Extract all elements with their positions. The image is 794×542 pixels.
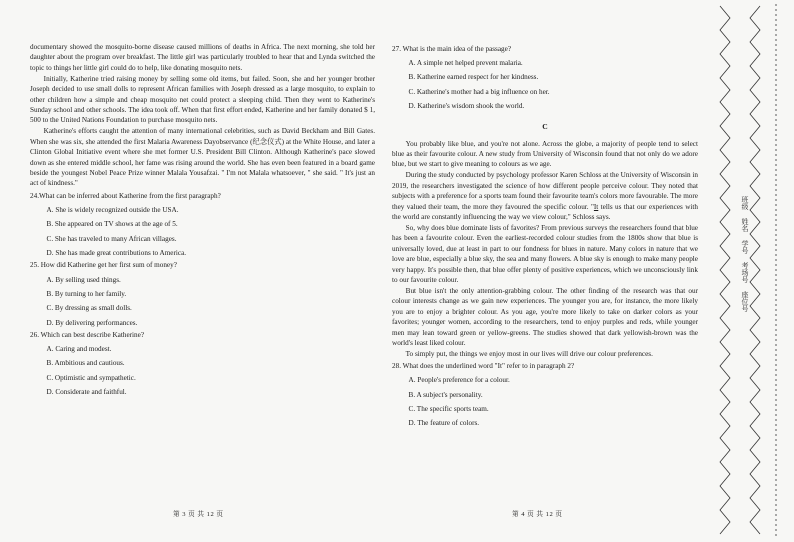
question-24 [30, 191, 375, 259]
answer-option: A. People's preference for a colour. [408, 376, 510, 385]
question-stem: 28. What does the underlined word "It" refer to in paragraph 2? [392, 362, 575, 371]
answer-option: D. Katherine's wisdom shook the world. [408, 102, 525, 111]
answer-option: B. By turning to her family. [46, 289, 127, 298]
passage-c-paragraph-3: So, why does blue dominate lists of favorites? From previous surveys the researchers found that blue has been a favourite colour. Even the earliest-recorded colour studies from the 1800s show that blue is universally loved, due at least in part to our fondness for blues in nature. Many colors in nature that we love are blue, especially a blue sky, the sea and many flowers. A blue sky is enough to make many people very happy. It's possible then, that blue offer plenty of positive experiences, which we unconsciously link to our favourite colour. [392, 223, 698, 285]
passage-b-paragraph-2: Initially, Katherine tried raising money by selling some old items, but failed. Soon, she and her younger brother Joseph decided to use small dolls to represent African families with Joseph dressed as a large mosquito, to explain to other children how a simple and cheap mosquito net could protect a sleeping child. Then they went to Katherine's Sunday school and other schools. The idea took off. When that first effort ended, Katherine and her family donated $ 1, 500 to the United Nations Foundation to purchase mosquito nets. [30, 74, 375, 125]
zigzag-right [750, 6, 760, 534]
question-stem: 24.What can be inferred about Katherine from the first paragraph? [30, 191, 221, 200]
question-stem: 27. What is the main idea of the passage? [392, 44, 512, 53]
answer-option: D. The feature of colors. [408, 419, 480, 428]
answer-option: C. The specific sports team. [408, 405, 489, 414]
underlined-it: It [593, 202, 599, 211]
passage-b-paragraph-1: documentary showed the mosquito-borne disease caused millions of deaths in Africa. The next morning, she told her daughter about the program over breakfast. The little girl was particularly troubled to hear that and Lynda switched the topic to things her little girl could do to help, like donating mosquito nets. [30, 43, 375, 72]
answer-option: B. Ambitious and cautious. [46, 359, 125, 368]
answer-option: D. She has made great contributions to America. [46, 249, 187, 258]
left-column [30, 42, 375, 398]
answer-option: C. By dressing as small dolls. [46, 304, 132, 313]
answer-option: B. She appeared on TV shows at the age of 5. [46, 220, 178, 229]
passage-c-paragraph-2: During the study conducted by psychology professor Karen Schloss at the University of Wisconsin in 2019, the researchers investigated the science of how different people perceive colour. They noted that subjects with a preference for a sports team found their favourite team's colors more favourable. The more they valued their team, the more they favoured the specific colour. "It tells us that our experiences with the world are constantly influencing the way we view colour," Schloss says. [392, 171, 698, 221]
answer-option: A. She is widely recognized outside the USA. [46, 206, 179, 215]
answer-option: D. Considerate and faithful. [46, 388, 127, 397]
question-stem: 26. Which can best describe Katherine? [30, 330, 145, 339]
page-number-right: 第 4 页 共 12 页 [512, 511, 563, 518]
passage-c-paragraph-1: You probably like blue, and you're not alone. Across the globe, a majority of people tend to select blue as their favourite colour. A new study from University of Wisconsin found that not only do we adore blue, but we start to give meaning to colours as we age. [392, 139, 698, 169]
question-26 [30, 330, 375, 398]
answer-option: D. By delivering performances. [46, 318, 138, 327]
answer-option: A. A simple net helped prevent malaria. [408, 59, 523, 68]
right-column [392, 42, 698, 429]
answer-option: A. By selling used things. [46, 275, 121, 284]
answer-option: C. Optimistic and sympathetic. [46, 373, 136, 382]
answer-option: C. Katherine's mother had a big influence on her. [408, 87, 550, 96]
answer-option: B. A subject's personality. [408, 390, 483, 399]
section-heading: C [542, 121, 548, 131]
zigzag-left [720, 6, 730, 534]
binding-label: 班级 姓名 学号 考场号 座位号 [741, 196, 749, 312]
question-25 [30, 260, 375, 328]
answer-option: B. Katherine earned respect for her kindness. [408, 73, 539, 82]
question-27 [392, 44, 698, 112]
question-stem: 25. How did Katherine get her first sum of money? [30, 261, 177, 270]
passage-c-paragraph-4: But blue isn't the only attention-grabbing colour. The other finding of the research was that our colour interests change as we gain new experiences. The younger you are, for instance, the more likely you are to enjoy a brighter colour. As you age, you're more likely to take on darker colors as your favorites; younger women, according to the researchers, tend to enjoy purples and reds, while younger men may lean toward green or yellow-greens. The studies showed that dark yellowish-brown was the world's least liked colour. [392, 286, 698, 348]
page-number-left: 第 3 页 共 12 页 [173, 511, 224, 518]
passage-b-paragraph-3: Katherine's efforts caught the attention of many international celebrities, such as David Beckham and Bill Gates. When she was six, she attended the first Malaria Awareness Dayobservance (纪念仪式) at the White House, and later a Clinton Global Initiative event where she met former U.S. President Bill Clinton. Although Katherine's pace slowed down as she entered middle school, her fame was rising around the world. She has even been featured in a board game beside the youngest Nobel Peace Prize winner Malala Yousafzai. " I'm not Malala whatsoever, " she said. " It's just an act of kindness." [30, 127, 375, 188]
passage-c-paragraph-5: To simply put, the things we enjoy most in our lives will drive our colour preferences. [405, 349, 653, 358]
question-28 [392, 361, 698, 429]
answer-option: C. She has traveled to many African villages. [46, 234, 177, 243]
answer-option: A. Caring and modest. [46, 345, 112, 354]
